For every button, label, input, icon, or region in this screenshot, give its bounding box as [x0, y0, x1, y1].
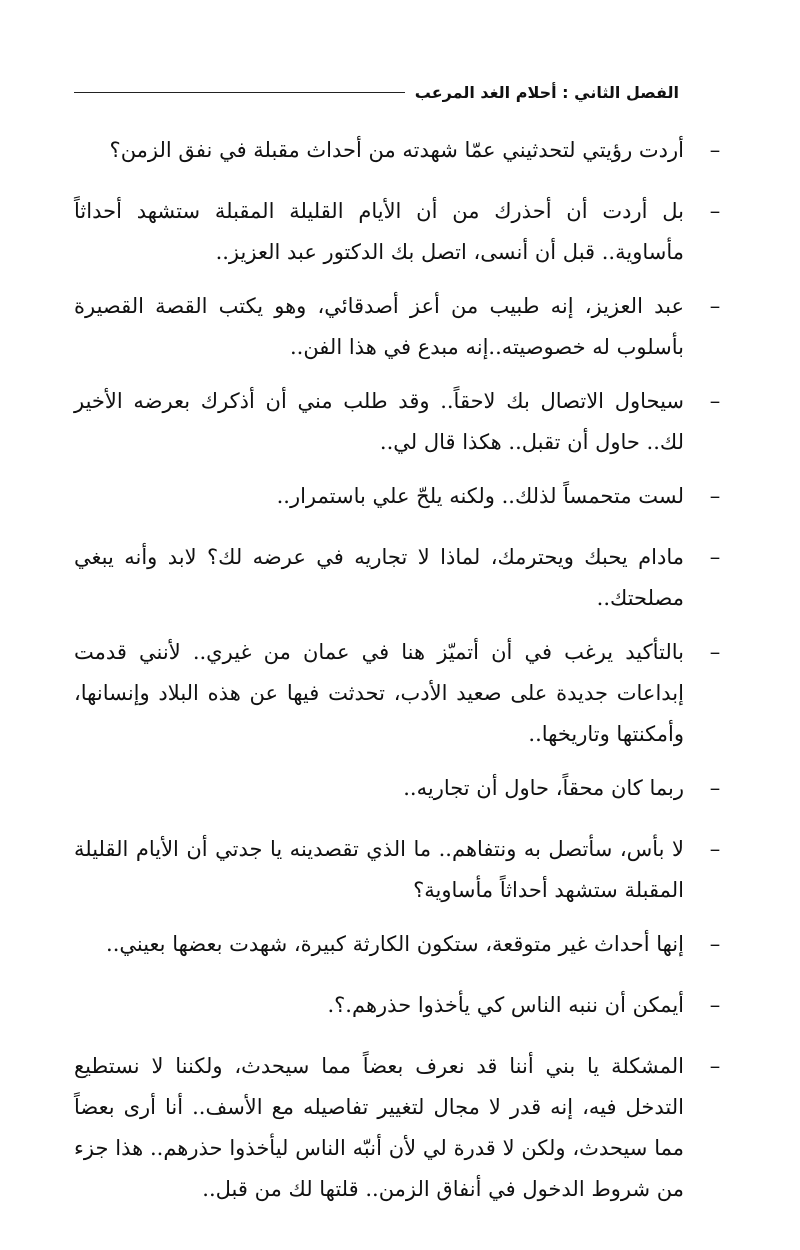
dialogue-text: لست متحمساً لذلك.. ولكنه يلحّ علي باستمرار..	[276, 484, 684, 508]
dialogue-dash: –	[709, 389, 721, 413]
dialogue-line	[74, 476, 724, 517]
dialogue-text: مادام يحبك ويحترمك، لماذا لا تجاريه في عرضه لك؟ لابد وأنه يبغي مصلحتك..	[74, 545, 684, 610]
dialogue-dash: –	[709, 199, 721, 223]
dialogue-dash: –	[709, 294, 721, 318]
dialogue-line	[74, 1046, 724, 1210]
chapter-title: الفصل الثاني : أحلام الغد المرعب	[414, 82, 679, 102]
dialogue-line	[74, 768, 724, 809]
dialogue-text: ربما كان محقاً، حاول أن تجاريه..	[403, 776, 684, 800]
dialogue-dash: –	[709, 484, 721, 508]
dialogue-dash: –	[709, 837, 721, 861]
dialogue-line	[74, 537, 724, 619]
header-rule	[74, 92, 405, 93]
dialogue-body	[74, 130, 724, 1223]
dialogue-line	[74, 286, 724, 368]
dialogue-text: أيمكن أن ننبه الناس كي يأخذوا حذرهم.؟.	[327, 993, 684, 1017]
dialogue-dash: –	[709, 776, 721, 800]
dialogue-text: إنها أحداث غير متوقعة، ستكون الكارثة كبيرة، شهدت بعضها بعيني..	[106, 932, 684, 956]
dialogue-dash: –	[709, 993, 721, 1017]
dialogue-dash: –	[709, 545, 721, 569]
dialogue-line	[74, 381, 724, 463]
dialogue-text: سيحاول الاتصال بك لاحقاً.. وقد طلب مني أن أذكرك بعرضه الأخير لك.. حاول أن تقبل.. هكذا قال لي..	[74, 389, 684, 454]
dialogue-line	[74, 191, 724, 273]
dialogue-text: عبد العزيز، إنه طبيب من أعز أصدقائي، وهو يكتب القصة القصيرة بأسلوب له خصوصيته..إنه مبدع في هذا الفن..	[74, 294, 684, 359]
dialogue-text: المشكلة يا بني أننا قد نعرف بعضاً مما سيحدث، ولكننا لا نستطيع التدخل فيه، إنه قدر لا مجال لتغيير تفاصيله مع الأسف.. أنا أرى بعضاً مما سيحدث، ولكن لا قدرة لي لأن أنبّه الناس ليأخذوا حذرهم.. هذا جزء من شروط الدخول في أنفاق الزمن.. قلتها لك من قبل..	[74, 1054, 684, 1201]
dialogue-dash: –	[709, 932, 721, 956]
dialogue-line	[74, 130, 724, 171]
dialogue-line	[74, 829, 724, 911]
dialogue-dash: –	[709, 640, 721, 664]
dialogue-text: أردت رؤيتي لتحدثيني عمّا شهدته من أحداث مقبلة في نفق الزمن؟	[109, 138, 684, 162]
dialogue-text: بل أردت أن أحذرك من أن الأيام القليلة المقبلة ستشهد أحداثاً مأساوية.. قبل أن أنسى، اتصل بك الدكتور عبد العزيز..	[74, 199, 684, 264]
dialogue-dash: –	[709, 1054, 721, 1078]
dialogue-line	[74, 632, 724, 755]
dialogue-text: بالتأكيد يرغب في أن أتميّز هنا في عمان من غيري.. لأنني قدمت إبداعات جديدة على صعيد الأدب، تحدثت فيها عن هذه البلاد وإنسانها، وأمكنتها وتاريخها..	[74, 640, 684, 746]
dialogue-line	[74, 985, 724, 1026]
dialogue-line	[74, 924, 724, 965]
running-header	[74, 78, 679, 106]
dialogue-text: لا بأس، سأتصل به ونتفاهم.. ما الذي تقصدينه يا جدتي أن الأيام القليلة المقبلة ستشهد أحداثاً مأساوية؟	[74, 837, 684, 902]
dialogue-dash: –	[709, 138, 721, 162]
